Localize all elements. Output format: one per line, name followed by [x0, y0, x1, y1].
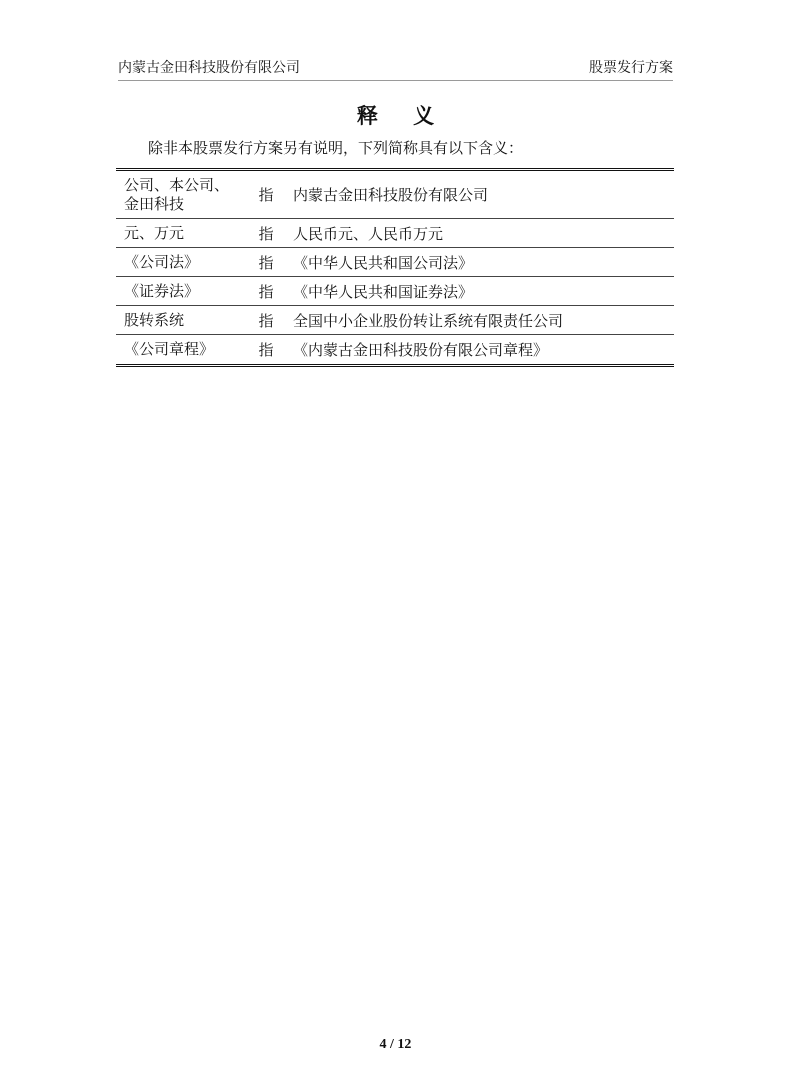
refer-cell: 指	[258, 311, 274, 330]
definition-cell: 《中华人民共和国公司法》	[293, 253, 474, 272]
table-row	[116, 219, 674, 248]
header-company-name: 内蒙古金田科技股份有限公司	[118, 60, 300, 76]
refer-cell: 指	[258, 341, 274, 359]
table-row	[116, 171, 674, 219]
term-cell: 《证券法》	[124, 281, 200, 300]
table-row	[116, 248, 674, 277]
table-row	[116, 335, 674, 364]
term-cell: 股转系统	[124, 310, 185, 329]
term-cell: 《公司章程》	[124, 340, 215, 358]
header-divider	[118, 80, 673, 81]
definition-cell: 全国中小企业股份转让系统有限责任公司	[293, 311, 564, 330]
refer-cell: 指	[258, 224, 274, 243]
term-cell: 《公司法》	[124, 252, 200, 271]
page-number: 4 / 12	[379, 1037, 412, 1052]
refer-cell: 指	[258, 282, 274, 301]
term-cell: 元、万元	[124, 223, 185, 242]
definition-cell: 《中华人民共和国证券法》	[293, 282, 474, 301]
definitions-table	[116, 168, 674, 367]
definition-cell: 《内蒙古金田科技股份有限公司章程》	[293, 341, 549, 359]
intro-paragraph: 除非本股票发行方案另有说明，下列简称具有以下含义：	[148, 139, 524, 157]
table-row	[116, 306, 674, 335]
definition-cell: 内蒙古金田科技股份有限公司	[293, 186, 489, 204]
term-cell: 公司、本公司、金田科技	[124, 175, 230, 213]
refer-cell: 指	[258, 186, 274, 204]
definition-cell: 人民币元、人民币万元	[293, 224, 444, 243]
refer-cell: 指	[258, 253, 274, 272]
page-title: 释 义	[356, 104, 449, 128]
page-header	[118, 56, 673, 78]
table-row	[116, 277, 674, 306]
header-document-name: 股票发行方案	[589, 60, 673, 76]
